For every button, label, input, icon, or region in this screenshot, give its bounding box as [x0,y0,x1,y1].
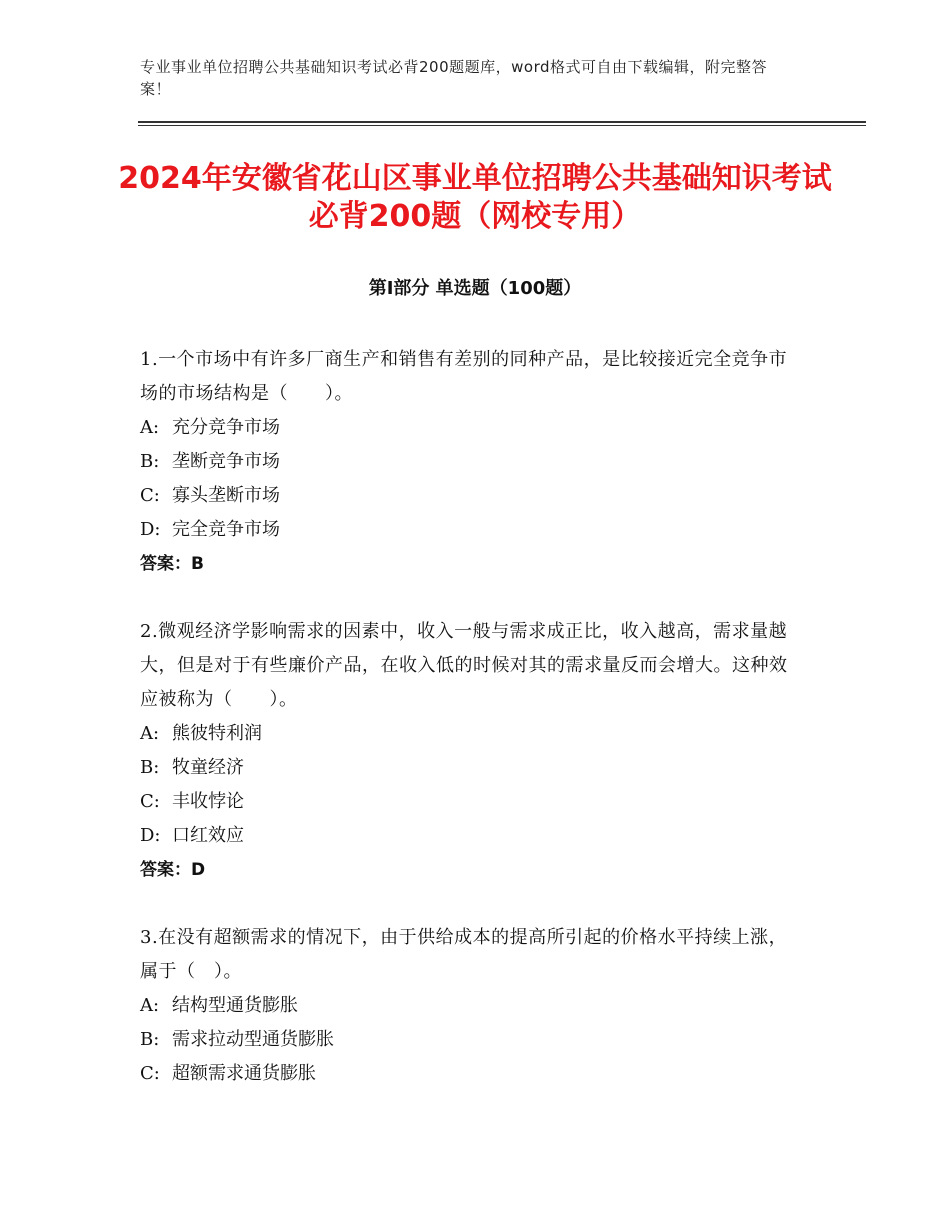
answer-line: 答案：B [140,554,204,574]
option-text: 结构型通货膨胀 [172,995,298,1016]
option-d [140,513,800,547]
section-heading: 第Ⅰ部分 单选题（100题） [368,278,582,299]
option-letter: D: [140,825,161,846]
option-c [140,1057,800,1091]
option-letter: C: [140,485,160,506]
option-c [140,479,800,513]
question-2 [140,615,800,887]
option-a [140,717,800,751]
answer-line: 答案：D [140,860,206,880]
option-letter: B: [140,1029,160,1050]
option-text: 超额需求通货膨胀 [172,1063,316,1084]
question-3 [140,921,800,1091]
option-text: 完全竞争市场 [172,519,280,540]
option-letter: C: [140,1063,160,1084]
option-text: 需求拉动型通货膨胀 [172,1029,334,1050]
header-divider-thick [138,121,866,123]
option-a [140,989,800,1023]
option-a [140,411,800,445]
option-text: 牧童经济 [172,757,244,778]
question-stem: 3.在没有超额需求的情况下，由于供给成本的提高所引起的价格水平持续上涨，属于（ ）。 [140,927,788,982]
option-letter: D: [140,519,161,540]
question-list [140,343,800,1125]
header-divider-thin [138,125,866,126]
option-text: 口红效应 [172,825,244,846]
option-b [140,1023,800,1057]
option-letter: B: [140,757,160,778]
option-text: 寡头垄断市场 [172,485,280,506]
option-text: 垄断竞争市场 [172,451,280,472]
question-1 [140,343,800,581]
question-stem: 2.微观经济学影响需求的因素中，收入一般与需求成正比，收入越高，需求量越大，但是对于有些廉价产品，在收入低的时候对其的需求量反而会增大。这种效应被称为（ ）。 [140,621,788,710]
option-letter: C: [140,791,160,812]
option-letter: B: [140,451,160,472]
option-text: 熊彼特利润 [172,723,262,744]
option-d [140,819,800,853]
option-b [140,445,800,479]
question-stem: 1.一个市场中有许多厂商生产和销售有差别的同种产品，是比较接近完全竞争市场的市场结构是（ ）。 [140,349,788,404]
option-letter: A: [140,723,160,744]
document-title: 2024年安徽省花山区事业单位招聘公共基础知识考试必背200题（网校专用） [118,161,832,234]
option-letter: A: [140,417,160,438]
option-c [140,785,800,819]
header-note: 专业事业单位招聘公共基础知识考试必背200题题库，word格式可自由下载编辑，附完整答案！ [140,58,768,98]
option-text: 充分竞争市场 [172,417,280,438]
option-text: 丰收悖论 [172,791,244,812]
option-b [140,751,800,785]
option-letter: A: [140,995,160,1016]
